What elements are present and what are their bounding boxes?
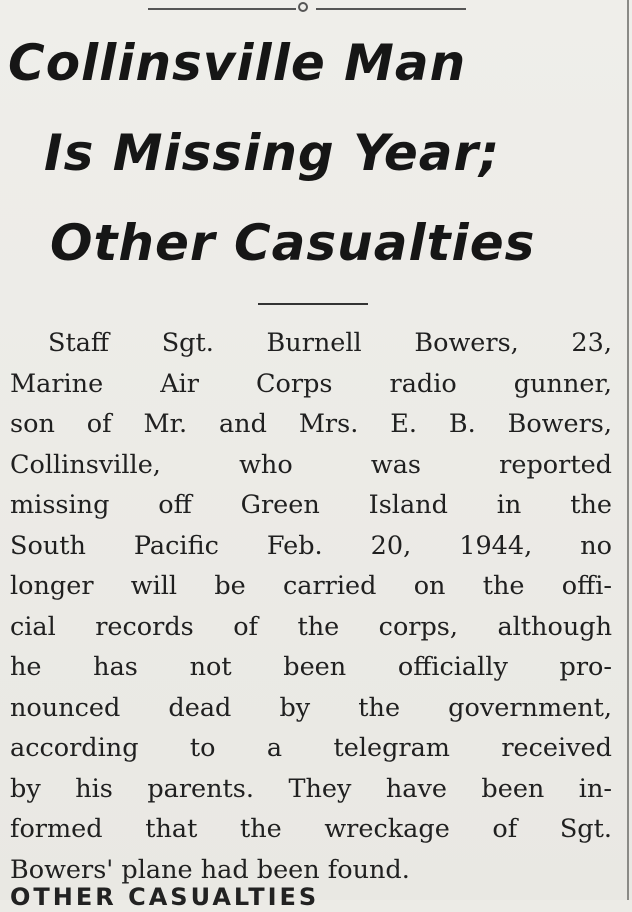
article-line: son of Mr. and Mrs. E. B. Bowers, xyxy=(10,409,612,439)
article-line: according to a telegram received xyxy=(10,733,612,763)
article-line: nounced dead by the government, xyxy=(10,692,612,723)
headline-line-2: Is Missing Year; xyxy=(44,124,501,182)
headline-line-3: Other Casualties xyxy=(50,214,536,272)
top-ornament-divider xyxy=(148,2,466,14)
headline xyxy=(0,18,632,288)
article-line: longer will be carried on the offi- xyxy=(10,571,612,601)
article-line: he has not been officially pro- xyxy=(10,652,612,682)
headline-divider xyxy=(258,303,368,305)
headline-line-1: Collinsville Man xyxy=(8,34,467,92)
article-line: Marine Air Corps radio gunner, xyxy=(10,368,612,399)
article-body xyxy=(10,323,612,890)
divider-ornament-circle xyxy=(298,2,308,12)
divider-line-right xyxy=(316,8,466,10)
article-line: cial records of the corps, although xyxy=(10,611,612,642)
article-line: South Pacific Feb. 20, 1944, no xyxy=(10,530,612,561)
section-subhead: OTHER CASUALTIES xyxy=(10,883,320,911)
article-line: by his parents. They have been in- xyxy=(10,773,612,804)
article-line: formed that the wreckage of Sgt. xyxy=(10,814,612,844)
article-line: Bowers' plane had been found. xyxy=(10,854,410,885)
article-line: Collinsville, who was reported xyxy=(10,449,612,480)
article-line: Staff Sgt. Burnell Bowers, 23, xyxy=(48,328,612,358)
divider-line-left xyxy=(148,8,296,10)
article-line: missing off Green Island in the xyxy=(10,490,612,520)
